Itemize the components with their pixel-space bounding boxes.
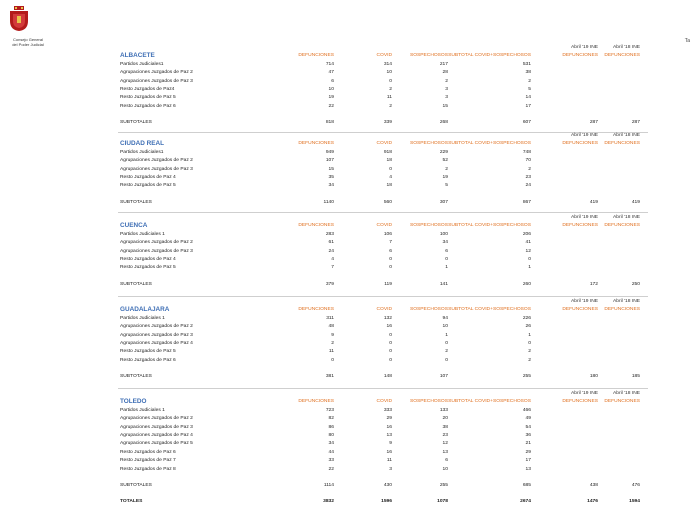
cell-def: 283 — [325, 231, 334, 237]
table-row — [118, 315, 648, 323]
cell-sub: 21 — [525, 441, 531, 447]
cell-sub: 531 — [522, 61, 531, 67]
col-subtotal: SUBTOTAL COVID+SOSPECHOSOS — [448, 223, 531, 229]
table-row — [118, 166, 648, 174]
row-label: Agrupaciones Juzgados de Paz 5 — [120, 441, 193, 447]
table-row — [118, 348, 648, 356]
row-label: Agrupaciones Juzgados de Paz 2 — [120, 240, 193, 246]
cell-ine1: 180 — [589, 374, 598, 380]
cell-sos: 34 — [442, 240, 448, 246]
col-ine-def-2: DEFUNCIONES — [604, 399, 640, 405]
cell-def: 19 — [328, 95, 334, 101]
cell-sub: 26 — [525, 324, 531, 330]
cell-sub: 685 — [522, 482, 531, 488]
table-row — [118, 86, 648, 94]
cell-cov: 16 — [386, 324, 392, 330]
cell-cov: 430 — [383, 482, 392, 488]
ine-top-row — [118, 390, 648, 398]
cell-cov: 1596 — [381, 499, 392, 505]
row-label: Agrupaciones Juzgados de Paz 3 — [120, 424, 193, 430]
cell-sos: 20 — [442, 416, 448, 422]
cell-def: 11 — [328, 349, 334, 355]
cell-cov: 10 — [386, 70, 392, 76]
cell-def: 311 — [326, 315, 334, 321]
section-albacete — [118, 44, 648, 128]
col-ine-def-1: DEFUNCIONES — [562, 141, 598, 147]
cell-sos: 28 — [442, 70, 448, 76]
section-title: CUENCA — [120, 222, 148, 230]
row-label: Agrupaciones Juzgados de Paz 2 — [120, 416, 193, 422]
row-label: Partidos Judiciales 1 — [120, 315, 165, 321]
totals-row — [118, 498, 648, 506]
cell-sub: 0 — [528, 256, 531, 262]
row-label: Resto Juzgados de Paz 5 — [120, 349, 176, 355]
cell-sub: 206 — [522, 231, 531, 237]
cell-cov: 0 — [389, 256, 392, 262]
cell-cov: 0 — [389, 332, 392, 338]
section-title: TOLEDO — [120, 398, 147, 406]
cell-cov: 0 — [389, 357, 392, 363]
cell-sub: 24 — [525, 183, 531, 189]
cell-sos: 268 — [439, 120, 448, 126]
cell-sos: 100 — [439, 231, 448, 237]
cell-def: 9 — [331, 332, 334, 338]
cell-cov: 4 — [389, 174, 392, 180]
col-covid: COVID — [376, 399, 392, 405]
cell-sos: 1078 — [437, 499, 448, 505]
cell-def: 22 — [328, 103, 334, 109]
cell-ine1: 1476 — [587, 499, 598, 505]
table-row — [118, 432, 648, 440]
ine-top-1: Abril '19 INE — [570, 45, 598, 50]
col-sospechosos: SOSPECHOSOS — [409, 399, 448, 405]
cell-ine1: 287 — [589, 120, 598, 126]
col-covid: COVID — [376, 53, 392, 59]
cell-sos: 23 — [442, 432, 448, 438]
ine-top-1: Abril '19 INE — [570, 299, 598, 304]
ine-top-row — [118, 132, 648, 140]
cell-sos: 10 — [442, 466, 448, 472]
cell-sub: 2 — [528, 357, 531, 363]
cell-def: 7 — [331, 265, 334, 271]
org-name-line2: del Poder Judicial — [12, 42, 44, 47]
cell-sos: 52 — [442, 158, 448, 164]
cell-cov: 13 — [386, 432, 392, 438]
header-row — [118, 398, 648, 406]
cell-sub: 29 — [525, 449, 531, 455]
row-label: Agrupaciones Juzgados de Paz 4 — [120, 340, 193, 346]
table-row — [118, 103, 648, 111]
cell-cov: 9 — [389, 441, 392, 447]
cell-def: 3832 — [323, 499, 334, 505]
divider — [118, 212, 648, 213]
row-label: Partidos Judiciales1 — [120, 149, 164, 155]
table-row — [118, 323, 648, 331]
cell-def: 34 — [328, 441, 334, 447]
cell-sub: 255 — [522, 374, 531, 380]
row-label: Resto Juzgados de Paz 6 — [120, 449, 176, 455]
cell-sub: 49 — [525, 416, 531, 422]
cell-ine2: 185 — [631, 374, 640, 380]
cell-cov: 29 — [386, 416, 392, 422]
cell-def: 44 — [328, 449, 334, 455]
col-subtotal: SUBTOTAL COVID+SOSPECHOSOS — [448, 307, 531, 313]
subtotal-row — [118, 119, 648, 127]
cell-cov: 2 — [389, 86, 392, 92]
cell-ine2: 250 — [631, 281, 640, 287]
ine-top-2: Abril '18 INE — [612, 299, 640, 304]
ine-top-2: Abril '18 INE — [612, 133, 640, 138]
cell-sub: 41 — [525, 240, 531, 246]
cell-sos: 6 — [445, 458, 448, 464]
cell-def: 22 — [328, 466, 334, 472]
table-row — [118, 94, 648, 102]
row-label: Partidos Judiciales 1 — [120, 407, 165, 413]
coat-of-arms-icon — [8, 6, 30, 32]
table-row — [118, 415, 648, 423]
row-label: Resto Juzgados de Paz 4 — [120, 174, 176, 180]
row-label: Resto Juzgados de Paz 5 — [120, 183, 176, 189]
cell-sos: 217 — [439, 61, 448, 67]
cell-sos: 15 — [442, 103, 448, 109]
cell-sub: 2 — [528, 166, 531, 172]
table-row — [118, 61, 648, 69]
row-label: Resto Juzgados de Paz 6 — [120, 357, 176, 363]
table-row — [118, 357, 648, 365]
table-row — [118, 182, 648, 190]
cell-sub: 38 — [525, 70, 531, 76]
section-cuenca — [118, 214, 648, 289]
cell-cov: 0 — [389, 340, 392, 346]
cell-def: 35 — [328, 174, 334, 180]
cell-cov: 918 — [383, 149, 392, 155]
cell-sos: 1 — [445, 265, 448, 271]
totals-label: TOTALES — [120, 499, 143, 505]
cell-def: 0 — [331, 357, 334, 363]
cell-sos: 10 — [442, 324, 448, 330]
col-defunciones: DEFUNCIONES — [298, 399, 334, 405]
subtotal-label: SUBTOTALES — [120, 120, 152, 126]
cell-cov: 0 — [389, 166, 392, 172]
cell-sos: 2 — [445, 78, 448, 84]
divider — [118, 296, 648, 297]
col-ine-def-2: DEFUNCIONES — [604, 141, 640, 147]
cell-sub: 748 — [522, 149, 531, 155]
table-row — [118, 340, 648, 348]
cell-def: 61 — [328, 240, 334, 246]
cell-def: 714 — [325, 61, 334, 67]
cell-sos: 2 — [445, 166, 448, 172]
section-title: ALBACETE — [120, 52, 155, 60]
cell-sos: 13 — [442, 449, 448, 455]
mortality-table — [118, 0, 648, 523]
cell-cov: 11 — [386, 458, 392, 464]
col-subtotal: SUBTOTAL COVID+SOSPECHOSOS — [448, 399, 531, 405]
subtotal-row — [118, 482, 648, 490]
row-label: Resto Juzgados de Paz4 — [120, 86, 175, 92]
cell-def: 34 — [328, 183, 334, 189]
cell-sub: 36 — [525, 432, 531, 438]
cell-sos: 229 — [439, 149, 448, 155]
table-row — [118, 78, 648, 86]
cell-sub: 0 — [528, 340, 531, 346]
table-row — [118, 424, 648, 432]
cell-cov: 0 — [389, 265, 392, 271]
cell-sos: 0 — [445, 357, 448, 363]
cell-def: 107 — [325, 158, 334, 164]
section-guadalajara — [118, 298, 648, 382]
cell-def: 86 — [328, 424, 334, 430]
cell-sub: 226 — [522, 315, 531, 321]
cell-ine1: 419 — [589, 199, 598, 205]
cell-sub: 12 — [525, 248, 531, 254]
cell-sos: 255 — [439, 482, 448, 488]
cell-def: 48 — [328, 324, 334, 330]
header-row — [118, 52, 648, 60]
cell-sub: 867 — [522, 199, 531, 205]
ine-top-2: Abril '18 INE — [612, 391, 640, 396]
ine-top-row — [118, 298, 648, 306]
cell-def: 949 — [325, 149, 334, 155]
row-label: Agrupaciones Juzgados de Paz 3 — [120, 166, 193, 172]
ine-top-2: Abril '18 INE — [612, 45, 640, 50]
table-row — [118, 440, 648, 448]
cell-cov: 16 — [386, 424, 392, 430]
cell-cov: 18 — [386, 158, 392, 164]
subtotal-label: SUBTOTALES — [120, 374, 152, 380]
section-ciudad-real — [118, 132, 648, 207]
cell-ine2: 419 — [631, 199, 640, 205]
col-defunciones: DEFUNCIONES — [298, 223, 334, 229]
row-label: Agrupaciones Juzgados de Paz 3 — [120, 332, 193, 338]
col-covid: COVID — [376, 307, 392, 313]
cell-sos: 0 — [445, 340, 448, 346]
cell-ine2: 287 — [631, 120, 640, 126]
cell-cov: 18 — [386, 183, 392, 189]
cell-def: 6 — [331, 78, 334, 84]
ine-top-1: Abril '19 INE — [570, 133, 598, 138]
col-subtotal: SUBTOTAL COVID+SOSPECHOSOS — [448, 53, 531, 59]
cell-sos: 38 — [442, 424, 448, 430]
cell-def: 2 — [331, 340, 334, 346]
cell-cov: 11 — [386, 95, 392, 101]
cell-sub: 14 — [525, 95, 531, 101]
table-row — [118, 69, 648, 77]
cell-def: 818 — [325, 120, 334, 126]
table-row — [118, 239, 648, 247]
cell-cov: 0 — [389, 349, 392, 355]
cell-sub: 260 — [522, 281, 531, 287]
section-title: GUADALAJARA — [120, 306, 170, 314]
cell-sos: 3 — [445, 95, 448, 101]
row-label: Agrupaciones Juzgados de Paz 3 — [120, 248, 193, 254]
cell-sub: 54 — [525, 424, 531, 430]
table-row — [118, 174, 648, 182]
cell-cov: 106 — [383, 231, 392, 237]
ine-top-row — [118, 44, 648, 52]
table-row — [118, 256, 648, 264]
col-ine-def-1: DEFUNCIONES — [562, 399, 598, 405]
cell-sub: 17 — [525, 103, 531, 109]
row-label: Resto Juzgados de Paz 5 — [120, 95, 176, 101]
cell-cov: 6 — [389, 248, 392, 254]
cell-sos: 0 — [445, 256, 448, 262]
col-ine-def-1: DEFUNCIONES — [562, 307, 598, 313]
table-row — [118, 457, 648, 465]
row-label: Partidos Judiciales 1 — [120, 231, 165, 237]
row-label: Resto Juzgados de Paz 4 — [120, 256, 176, 262]
cell-sub: 13 — [525, 466, 531, 472]
col-ine-def-2: DEFUNCIONES — [604, 307, 640, 313]
cell-sos: 3 — [445, 86, 448, 92]
col-ine-def-1: DEFUNCIONES — [562, 223, 598, 229]
col-ine-def-2: DEFUNCIONES — [604, 53, 640, 59]
cell-cov: 16 — [386, 449, 392, 455]
row-label: Partidos Judiciales1 — [120, 61, 164, 67]
col-subtotal: SUBTOTAL COVID+SOSPECHOSOS — [448, 141, 531, 147]
cell-sub: 17 — [525, 458, 531, 464]
org-name-line1: Consejo General — [12, 37, 44, 42]
cell-sos: 94 — [442, 315, 448, 321]
cell-def: 24 — [328, 248, 334, 254]
col-covid: COVID — [376, 141, 392, 147]
cell-def: 1140 — [323, 199, 334, 205]
cell-def: 47 — [328, 70, 334, 76]
col-sospechosos: SOSPECHOSOS — [409, 307, 448, 313]
row-label: Agrupaciones Juzgados de Paz 2 — [120, 70, 193, 76]
table-row — [118, 466, 648, 474]
cell-sub: 1 — [528, 332, 531, 338]
ine-top-1: Abril '19 INE — [570, 215, 598, 220]
cell-cov: 314 — [383, 61, 392, 67]
ine-top-row — [118, 214, 648, 222]
cell-ine2: 1594 — [629, 499, 640, 505]
table-row — [118, 149, 648, 157]
subtotal-row — [118, 373, 648, 381]
cell-cov: 0 — [389, 78, 392, 84]
col-defunciones: DEFUNCIONES — [298, 141, 334, 147]
cell-sub: 466 — [522, 407, 531, 413]
cell-sos: 5 — [445, 183, 448, 189]
row-label: Resto Juzgados de Paz 6 — [120, 103, 176, 109]
col-sospechosos: SOSPECHOSOS — [409, 53, 448, 59]
section-title: CIUDAD REAL — [120, 140, 165, 148]
cell-cov: 333 — [383, 407, 392, 413]
cell-cov: 148 — [383, 374, 392, 380]
col-ine-def-1: DEFUNCIONES — [562, 53, 598, 59]
col-ine-def-2: DEFUNCIONES — [604, 223, 640, 229]
cell-def: 1114 — [323, 482, 334, 488]
cell-cov: 119 — [384, 281, 392, 287]
cell-sub: 5 — [528, 86, 531, 92]
section-toledo — [118, 390, 648, 507]
col-sospechosos: SOSPECHOSOS — [409, 223, 448, 229]
cell-def: 723 — [325, 407, 334, 413]
cell-sos: 2 — [445, 349, 448, 355]
subtotal-label: SUBTOTALES — [120, 482, 152, 488]
cell-sos: 133 — [439, 407, 448, 413]
row-label: Agrupaciones Juzgados de Paz 4 — [120, 432, 193, 438]
cell-def: 15 — [328, 166, 334, 172]
cell-ine1: 438 — [589, 482, 598, 488]
subtotal-row — [118, 281, 648, 289]
cell-sos: 141 — [439, 281, 448, 287]
cgpj-logo — [8, 6, 48, 47]
cell-sub: 2674 — [520, 499, 531, 505]
table-row — [118, 332, 648, 340]
subtotal-row — [118, 199, 648, 207]
cell-cov: 2 — [389, 103, 392, 109]
row-label: Resto Juzgados de Paz 8 — [120, 466, 176, 472]
cell-sub: 607 — [522, 120, 531, 126]
header-row — [118, 222, 648, 230]
cell-sub: 70 — [525, 158, 531, 164]
ine-top-2: Abril '18 INE — [612, 215, 640, 220]
cell-def: 10 — [328, 86, 334, 92]
row-label: Agrupaciones Juzgados de Paz 2 — [120, 324, 193, 330]
col-covid: COVID — [376, 223, 392, 229]
corner-fragment: Ta — [684, 38, 690, 44]
header-row — [118, 306, 648, 314]
table-row — [118, 157, 648, 165]
row-label: Agrupaciones Juzgados de Paz 2 — [120, 158, 193, 164]
col-sospechosos: SOSPECHOSOS — [409, 141, 448, 147]
cell-sos: 6 — [445, 248, 448, 254]
header-row — [118, 140, 648, 148]
cell-sos: 12 — [442, 441, 448, 447]
col-defunciones: DEFUNCIONES — [298, 307, 334, 313]
cell-sos: 307 — [439, 199, 448, 205]
cell-cov: 3 — [389, 466, 392, 472]
cell-def: 4 — [331, 256, 334, 262]
col-defunciones: DEFUNCIONES — [298, 53, 334, 59]
cell-cov: 7 — [389, 240, 392, 246]
table-row — [118, 231, 648, 239]
cell-ine2: 476 — [631, 482, 640, 488]
cell-sos: 1 — [445, 332, 448, 338]
cell-cov: 132 — [383, 315, 392, 321]
row-label: Resto Juzgados de Paz 7 — [120, 458, 176, 464]
table-row — [118, 449, 648, 457]
subtotal-label: SUBTOTALES — [120, 281, 152, 287]
cell-sub: 23 — [525, 174, 531, 180]
cell-cov: 560 — [383, 199, 392, 205]
cell-sub: 1 — [528, 265, 531, 271]
table-row — [118, 264, 648, 272]
divider — [118, 388, 648, 389]
cell-def: 82 — [328, 416, 334, 422]
cell-def: 33 — [328, 458, 334, 464]
cell-ine1: 172 — [589, 281, 598, 287]
row-label: Agrupaciones Juzgados de Paz 3 — [120, 78, 193, 84]
ine-top-1: Abril '19 INE — [570, 391, 598, 396]
subtotal-label: SUBTOTALES — [120, 199, 152, 205]
cell-def: 379 — [325, 281, 334, 287]
cell-sub: 2 — [528, 349, 531, 355]
cell-def: 80 — [328, 432, 334, 438]
cell-cov: 339 — [383, 120, 392, 126]
cell-sos: 107 — [439, 374, 448, 380]
table-row — [118, 407, 648, 415]
cell-def: 381 — [325, 374, 334, 380]
table-row — [118, 248, 648, 256]
cell-sub: 2 — [528, 78, 531, 84]
row-label: Resto Juzgados de Paz 5 — [120, 265, 176, 271]
cell-sos: 19 — [442, 174, 448, 180]
